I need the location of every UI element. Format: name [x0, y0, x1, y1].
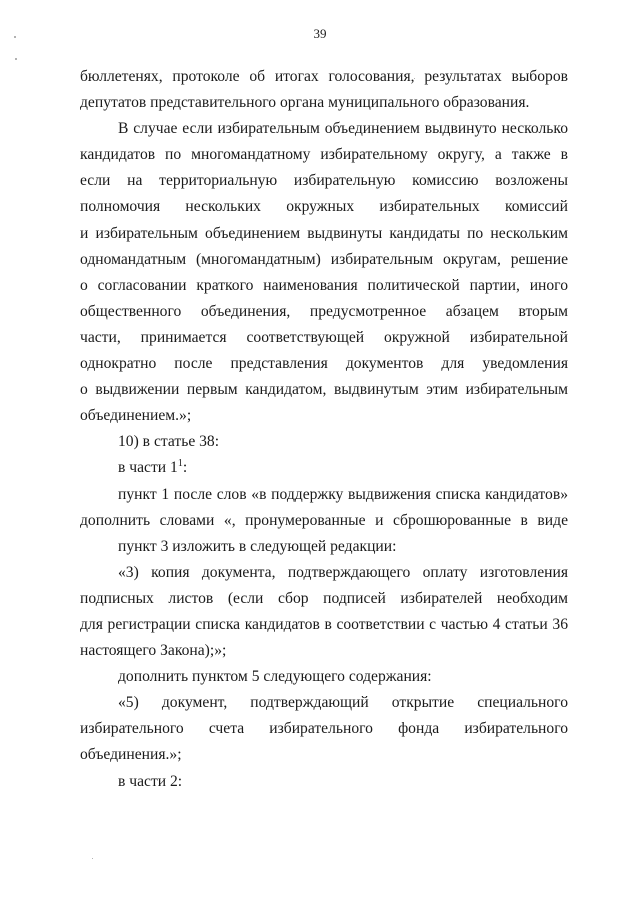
text-line: пункт 3 изложить в следующей редакции:	[118, 537, 397, 555]
text-line: настоящего Закона);»;	[80, 642, 227, 660]
scan-speck	[15, 58, 17, 60]
text-line: полномочия нескольких окружных избирательных комиссий	[80, 198, 568, 216]
part1-label: в части 1	[118, 459, 178, 477]
part1-superscript: 1	[177, 458, 183, 470]
text-line: если на территориальную избирательную комиссию возложены	[80, 172, 568, 190]
text-line: части, принимается соответствующей окружной избирательной	[80, 328, 568, 346]
text-line: объединения.»;	[80, 746, 182, 764]
text-line: избирательного счета избирательного фонда избирательного	[80, 720, 568, 738]
text-line: о выдвижении первым кандидатом, выдвинутым этим избирательным	[80, 381, 568, 399]
text-line-part1	[80, 455, 568, 481]
text-line: депутатов представительного органа муниципального образования.	[80, 94, 530, 112]
part1-colon: :	[182, 459, 188, 477]
text-line: дополнить словами «, пронумерованные и сброшюрованные в виде	[80, 511, 568, 529]
text-line: о согласовании краткого наименования политической партии, иного	[80, 276, 568, 294]
text-line: одномандатным (многомандатным) избирательным округам, решение	[80, 250, 568, 268]
text-line: бюллетенях, протоколе об итогах голосования, результатах выборов	[80, 68, 568, 85]
text-line: В случае если избирательным объединением выдвинуто несколько	[118, 120, 568, 138]
text-line: дополнить пунктом 5 следующего содержания:	[118, 668, 432, 686]
scan-speck	[14, 36, 16, 38]
page-number: 39	[313, 26, 327, 41]
text-line: в части 2:	[118, 772, 183, 790]
scan-speck	[92, 858, 93, 859]
text-line: 10) в статье 38:	[118, 433, 220, 451]
text-line: «5) документ, подтверждающий открытие специального	[118, 694, 568, 712]
text-line: «3) копия документа, подтверждающего оплату изготовления	[118, 563, 568, 581]
text-line: для регистрации списка кандидатов в соответствии с частью 4 статьи 36	[80, 615, 568, 633]
text-line: пункт 1 после слов «в поддержку выдвижения списка кандидатов»	[118, 485, 568, 503]
document-body	[80, 64, 568, 795]
text-line: кандидатов по многомандатному избирательному округу, а также в	[80, 146, 568, 164]
text-line: общественного объединения, предусмотренное абзацем вторым	[80, 302, 568, 320]
text-line: и избирательным объединением выдвинуты кандидаты по нескольким	[80, 224, 568, 242]
text-line: подписных листов (если сбор подписей избирателей необходим	[80, 589, 568, 607]
text-line: объединением.»;	[80, 407, 192, 425]
text-line: однократно после представления документов для уведомления	[80, 355, 568, 373]
